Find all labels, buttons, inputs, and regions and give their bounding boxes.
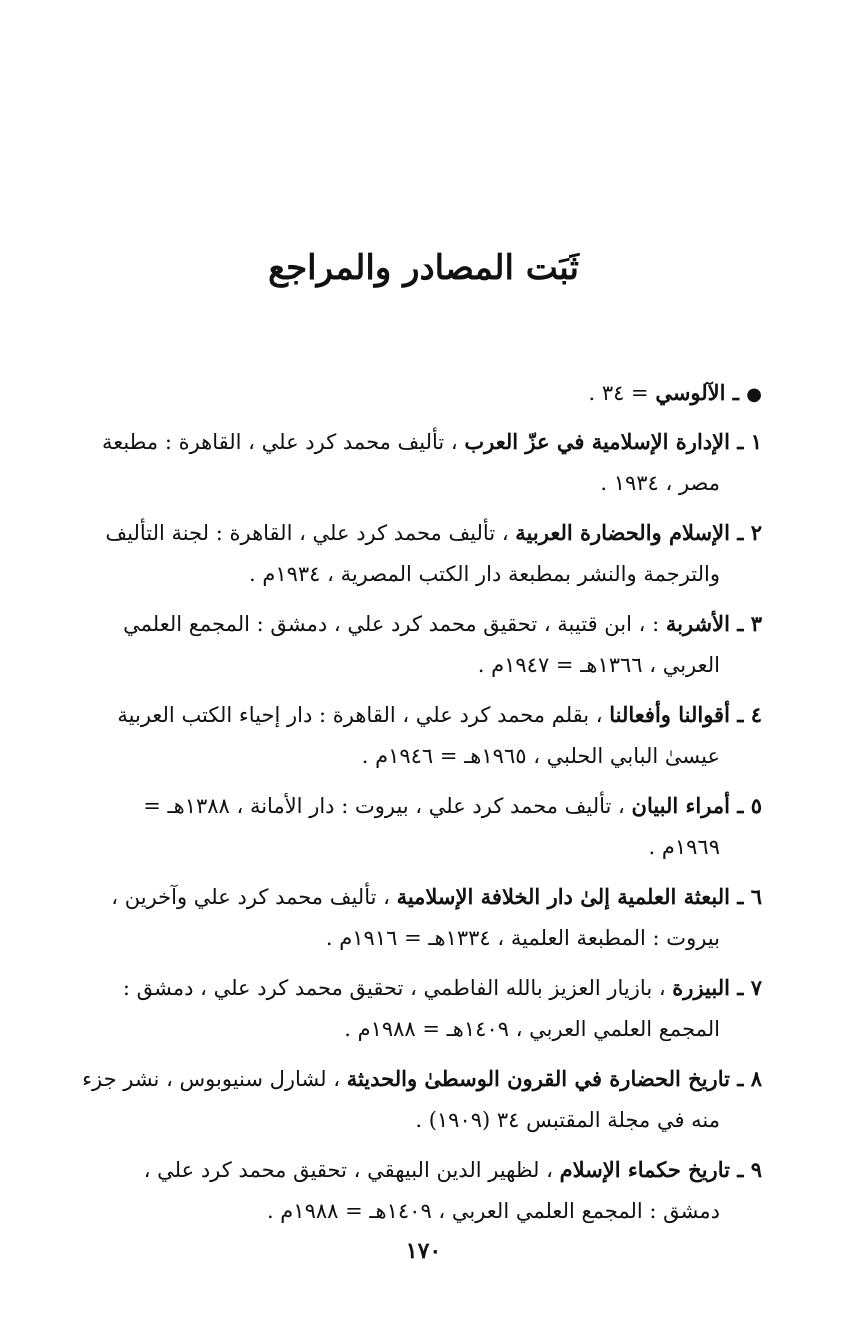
entry-details: ، لظهير الدين البيهقي ، تحقيق محمد كرد علي ،: [143, 1158, 560, 1182]
reference-entry: [82, 421, 762, 504]
entry-continuation: ١٩٦٩م .: [648, 835, 720, 859]
entry-details: ، لشارل سنيوبوس ، نشر جزء: [82, 1067, 347, 1091]
entry-continuation: والترجمة والنشر بمطبعة دار الكتب المصرية ، ١٩٣٤م .: [248, 562, 720, 586]
entry-continuation: العربي ، ١٣٦٦هـ = ١٩٤٧م .: [477, 653, 720, 677]
entry-details: ، تأليف محمد كرد علي ، بيروت : دار الأمانة ، ١٣٨٨هـ =: [143, 794, 632, 818]
entry-separator: ـ: [729, 884, 751, 909]
entry-title: البيزرة: [672, 975, 730, 1000]
entry-title: تاريخ حكماء الإسلام: [559, 1157, 730, 1182]
entry-number: ٢: [750, 520, 762, 545]
entry-separator: ـ: [729, 793, 751, 818]
reference-entry: [82, 785, 762, 868]
entry-title: أمراء البيان: [631, 793, 730, 818]
entry-number: ٤: [750, 702, 762, 727]
entry-number: ٩: [750, 1157, 762, 1182]
entry-details: ، تأليف محمد كرد علي وآخرين ،: [111, 885, 397, 909]
entry-separator: ـ: [725, 380, 747, 405]
page-title: ثَبَت المصادر والمراجع: [268, 248, 579, 288]
entry-title: الإدارة الإسلامية في عزّ العرب: [464, 429, 730, 454]
entry-title: الإسلام والحضارة العربية: [515, 520, 730, 545]
entry-separator: ـ: [729, 1157, 751, 1182]
entry-title: الآلوسي: [655, 380, 726, 405]
entry-details: ، بازيار العزيز بالله الفاطمي ، تحقيق محمد كرد علي ، دمشق :: [122, 976, 673, 1000]
reference-entry: [82, 372, 762, 415]
reference-entry: [82, 1058, 762, 1141]
entry-details: : ، ابن قتيبة ، تحقيق محمد كرد علي ، دمشق : المجمع العلمي: [123, 612, 666, 636]
reference-entry: [82, 694, 762, 777]
entry-details: ، تأليف محمد كرد علي ، القاهرة : مطبعة: [101, 430, 465, 454]
entry-separator: ـ: [729, 702, 751, 727]
entry-number: ٨: [750, 1066, 762, 1091]
entry-number: ٥: [750, 793, 762, 818]
entry-number: ٦: [750, 884, 762, 909]
entry-continuation: المجمع العلمي العربي ، ١٤٠٩هـ = ١٩٨٨م .: [344, 1017, 720, 1041]
entry-title: تاريخ الحضارة في القرون الوسطىٰ والحديثة: [346, 1066, 730, 1091]
entry-separator: ـ: [729, 520, 751, 545]
entry-continuation: دمشق : المجمع العلمي العربي ، ١٤٠٩هـ = ١٩٨٨م .: [266, 1199, 720, 1223]
reference-entry: [82, 512, 762, 595]
entry-continuation: منه في مجلة المقتبس ٣٤ (١٩٠٩) .: [415, 1108, 720, 1132]
entry-separator: ـ: [729, 975, 751, 1000]
entry-details: ، تأليف محمد كرد علي ، القاهرة : لجنة التأليف: [105, 521, 516, 545]
entry-title: البعثة العلمية إلىٰ دار الخلافة الإسلامية: [396, 884, 730, 909]
reference-entry: [82, 1149, 762, 1232]
entry-separator: ـ: [729, 1066, 751, 1091]
entry-number: ●: [746, 384, 762, 405]
page-number: ١٧٠: [405, 1238, 442, 1264]
entry-number: ٣: [750, 611, 762, 636]
entry-details: = ٣٤ .: [588, 381, 656, 405]
reference-entry: [82, 603, 762, 686]
reference-entry: [82, 876, 762, 959]
references-list: [82, 372, 762, 1240]
entry-continuation: مصر ، ١٩٣٤ .: [600, 471, 720, 495]
entry-continuation: عيسىٰ البابي الحلبي ، ١٩٦٥هـ = ١٩٤٦م .: [361, 744, 720, 768]
entry-number: ٧: [750, 975, 762, 1000]
entry-separator: ـ: [729, 429, 751, 454]
entry-title: أقوالنا وأفعالنا: [609, 702, 730, 727]
entry-details: ، بقلم محمد كرد علي ، القاهرة : دار إحياء الكتب العربية: [117, 703, 610, 727]
entry-title: الأشربة: [665, 611, 730, 636]
reference-entry: [82, 967, 762, 1050]
entry-number: ١: [750, 429, 762, 454]
entry-separator: ـ: [729, 611, 751, 636]
entry-continuation: بيروت : المطبعة العلمية ، ١٣٣٤هـ = ١٩١٦م .: [325, 926, 720, 950]
